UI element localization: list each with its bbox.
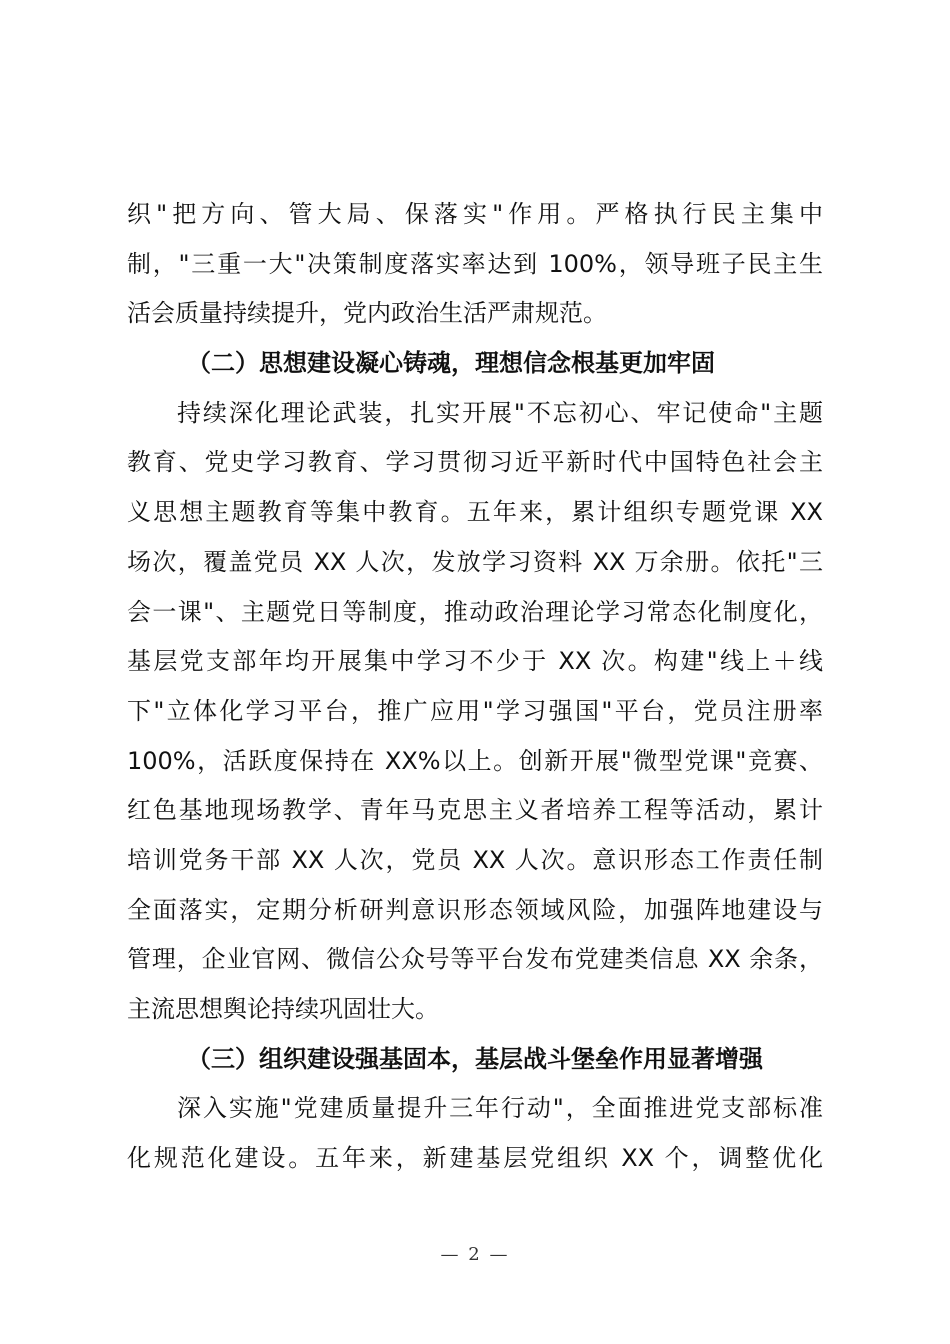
paragraph-line: 全面落实，定期分析研判意识形态领域风险，加强阵地建设与 bbox=[127, 895, 823, 924]
paragraph-line: 基层党支部年均开展集中学习不少于 XX 次。构建"线上＋线 bbox=[127, 647, 823, 676]
paragraph-line: 会一课"、主题党日等制度，推动政治理论学习常态化制度化， bbox=[127, 597, 823, 626]
paragraph-line: 主流思想舆论持续巩固壮大。 bbox=[127, 995, 439, 1023]
paragraph-line: 织"把方向、管大局、保落实"作用。严格执行民主集中 bbox=[127, 200, 823, 228]
paragraph-line: 场次，覆盖党员 XX 人次，发放学习资料 XX 万余册。依托"三 bbox=[127, 547, 823, 576]
paragraph-line: 制，"三重一大"决策制度落实率达到 100%，领导班子民主生 bbox=[127, 249, 823, 278]
paragraph-line: 100%，活跃度保持在 XX%以上。创新开展"微型党课"竞赛、 bbox=[127, 746, 823, 775]
paragraph-line: 红色基地现场教学、青年马克思主义者培养工程等活动，累计 bbox=[127, 796, 823, 825]
paragraph-line: 持续深化理论武装，扎实开展"不忘初心、牢记使命"主题 bbox=[177, 398, 823, 427]
paragraph-line: 义思想主题教育等集中教育。五年来，累计组织专题党课 XX bbox=[127, 498, 823, 527]
paragraph-line: 下"立体化学习平台，推广应用"学习强国"平台，党员注册率 bbox=[127, 696, 823, 725]
section-heading: （二）思想建设凝心铸魂，理想信念根基更加牢固 bbox=[187, 349, 715, 378]
section-heading: （三）组织建设强基固本，基层战斗堡垒作用显著增强 bbox=[187, 1044, 763, 1073]
paragraph-line: 管理，企业官网、微信公众号等平台发布党建类信息 XX 余条， bbox=[127, 945, 823, 974]
paragraph-line: 化规范化建设。五年来，新建基层党组织 XX 个，调整优化 bbox=[127, 1144, 823, 1173]
paragraph-line: 教育、党史学习教育、学习贯彻习近平新时代中国特色社会主 bbox=[127, 448, 823, 477]
paragraph-line: 活会质量持续提升，党内政治生活严肃规范。 bbox=[127, 299, 607, 328]
document-body bbox=[127, 190, 823, 1184]
page-number: — 2 — bbox=[440, 1244, 510, 1265]
paragraph-line: 深入实施"党建质量提升三年行动"，全面推进党支部标准 bbox=[177, 1094, 823, 1123]
paragraph-line: 培训党务干部 XX 人次，党员 XX 人次。意识形态工作责任制 bbox=[127, 845, 823, 874]
